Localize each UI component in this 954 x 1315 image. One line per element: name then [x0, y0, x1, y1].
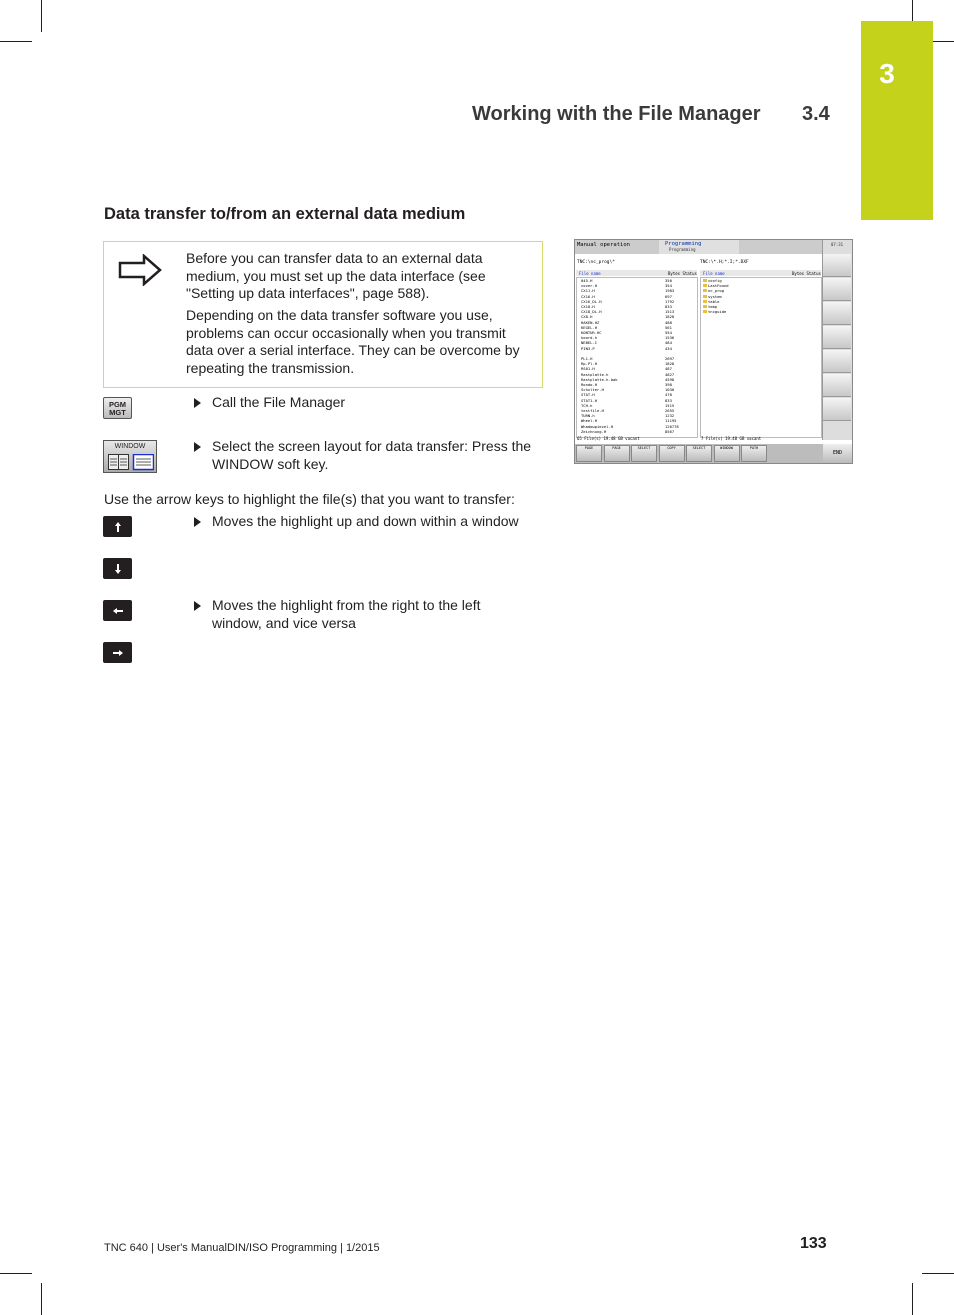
file-name: TURN.h [581, 413, 595, 419]
file-name: 045.H [581, 278, 593, 283]
file-bytes: 2697 [665, 356, 675, 361]
bullet-arrow-icon [194, 398, 201, 408]
file-bytes: 1515 [665, 402, 675, 408]
softkey-select[interactable]: SELECT [686, 445, 712, 462]
folder-name: config [708, 278, 722, 283]
file-name: Rastplatte.h [581, 371, 609, 377]
folder-icon [703, 289, 707, 292]
file-name: CX18_DL.H [581, 309, 602, 315]
file-name: Rastplatte.h.bak [581, 376, 618, 382]
file-bytes: 398 [665, 382, 672, 387]
crop-mark [41, 0, 42, 32]
file-bytes: 1828 [665, 361, 675, 367]
folder-name: temp [708, 304, 718, 309]
file-bytes: 434 [665, 345, 672, 351]
side-softkey[interactable] [823, 302, 851, 325]
crop-mark [0, 1273, 32, 1274]
file-name: STAT.H [581, 392, 595, 398]
chapter-tab [861, 21, 933, 220]
col-file-name: File name [703, 271, 725, 276]
file-bytes: 1983 [665, 288, 675, 294]
file-name: CX18.H [581, 304, 595, 309]
section-title: Data transfer to/from an external data medium [104, 205, 466, 223]
window-softkey[interactable] [103, 440, 157, 473]
file-manager-screenshot [574, 239, 853, 464]
file-bytes: 554 [665, 330, 672, 335]
file-bytes: 152 [665, 350, 672, 356]
mode-manual-operation: Manual operation [577, 242, 630, 248]
side-softkey[interactable] [823, 398, 851, 421]
step-text: Call the File Manager [212, 394, 346, 410]
file-bytes: 697 [665, 293, 672, 299]
clock: 07:31 [831, 242, 844, 247]
file-name: PIN3.P [581, 345, 595, 351]
file-bytes: 833 [665, 304, 672, 309]
side-softkey[interactable] [823, 326, 851, 349]
arrow-right-key[interactable] [103, 642, 132, 663]
bullet-arrow-icon [194, 442, 201, 452]
step-text: Moves the highlight up and down within a window [212, 513, 519, 529]
folder-icon [703, 300, 707, 303]
footer-text: TNC 640 | User's ManualDIN/ISO Programming | 1/2015 [104, 1242, 380, 1254]
side-softkey[interactable] [823, 278, 851, 301]
file-name: CX16_DL.H [581, 298, 602, 304]
folder-name: system [708, 293, 722, 299]
arrow-left-icon [112, 607, 124, 615]
pgm-mgt-key[interactable] [103, 397, 132, 419]
file-name: cover.H [581, 283, 598, 289]
arrow-right-icon [112, 649, 124, 657]
file-name: RS01.H [581, 366, 595, 372]
left-status: 65 File(s) 19.48 GB vacant [577, 436, 640, 441]
file-name: Rondo.H [581, 382, 598, 387]
arrow-keys-intro: Use the arrow keys to highlight the file(s) that you want to transfer: [104, 491, 515, 507]
file-bytes: 1513 [665, 309, 675, 315]
bullet-arrow-icon [194, 517, 201, 527]
running-header-title: Working with the File Manager [472, 103, 761, 125]
file-name: TCH.h [581, 402, 593, 408]
col-file-name: File name [579, 271, 601, 276]
file-name: Zeichnung.H [581, 428, 607, 434]
mode-programming [659, 240, 739, 254]
file-name: testfile.H [581, 408, 604, 413]
file-name: PL1.H [581, 350, 593, 356]
softkey-path[interactable]: PATH [741, 445, 767, 462]
folder-icon [703, 279, 707, 282]
arrow-down-icon [114, 563, 122, 575]
file-name: PL1.H [581, 356, 593, 361]
running-header-section: 3.4 [802, 103, 830, 125]
crop-mark [41, 1283, 42, 1315]
file-bytes: 1828 [665, 314, 675, 320]
note-paragraph-1: Before you can transfer data to an external data medium, you must set up the data interface (see "Setting up data interfaces", page 588). [186, 250, 486, 301]
file-bytes: 561 [665, 324, 672, 330]
folder-icon [703, 310, 707, 313]
right-path: TNC:\*.H;*.I;*.DXF [700, 260, 749, 265]
crop-mark [922, 1273, 954, 1274]
folder-icon [703, 284, 707, 287]
file-name: Rp-Pl.H [581, 361, 598, 367]
crop-mark [0, 41, 32, 42]
left-path: TNC:\nc_prog\* [577, 260, 615, 265]
file-bytes: 1792 [665, 298, 675, 304]
softkey-select[interactable]: SELECT [631, 445, 657, 462]
side-softkey[interactable] [823, 254, 851, 277]
col-bytes-status: Bytes Status [668, 271, 697, 276]
crop-mark [912, 1283, 913, 1315]
file-bytes: 4598 [665, 376, 675, 382]
softkey-page[interactable]: PAGE [604, 445, 630, 462]
note-arrow-icon [118, 254, 162, 286]
step-text: Select the screen layout for data transfer: Press the WINDOW soft key. [212, 438, 532, 472]
file-name: HAKEN.HZ [581, 319, 600, 325]
page-number: 133 [800, 1235, 827, 1252]
folder-row[interactable] [703, 309, 726, 314]
mode-programming-label: Programming [665, 241, 702, 247]
file-name: Whadowpiezel.H [581, 423, 614, 429]
end-softkey[interactable]: END [823, 444, 852, 463]
file-bytes: 8567 [665, 428, 675, 434]
file-bytes: 4827 [665, 371, 675, 377]
pgm-mgt-key-label: PGM MGT [108, 400, 127, 417]
chapter-number: 3 [879, 58, 895, 89]
right-file-pane[interactable] [700, 277, 822, 438]
file-bytes: 833 [665, 397, 672, 403]
file-bytes: 354 [665, 283, 672, 289]
left-file-pane[interactable] [576, 277, 698, 438]
note-paragraph-2: Depending on the data transfer software you use, problems can occur occasionally when you transmit data over a serial interface. They can be overcome by repeating the transmission. [186, 307, 520, 376]
file-name: koord.h [581, 335, 598, 341]
bullet-arrow-icon [194, 601, 201, 611]
folder-icon [703, 305, 707, 308]
arrow-left-key[interactable] [103, 600, 132, 621]
file-bytes: 120778 [665, 423, 679, 429]
file-name: CX16.H [581, 293, 595, 299]
file-bytes: 488 [665, 319, 672, 325]
file-bytes: 478 [665, 392, 672, 398]
col-bytes-status: Bytes Status [792, 271, 821, 276]
folder-name: nc_prog [708, 288, 725, 294]
arrow-down-key[interactable] [103, 558, 132, 579]
file-name: KEGEL.H [581, 324, 598, 330]
file-bytes: 1232 [665, 413, 675, 419]
file-bytes: 484 [665, 340, 672, 346]
file-bytes: 487 [665, 366, 672, 372]
file-name: CX8.H [581, 314, 593, 320]
file-bytes: 2655 [665, 408, 675, 413]
window-softkey-label: WINDOW [114, 443, 146, 450]
arrow-up-icon [114, 521, 122, 533]
folder-icon [703, 295, 707, 298]
left-column-header [576, 270, 697, 276]
split-window-icon [108, 454, 154, 471]
softkey-copy[interactable]: COPY [659, 445, 685, 462]
mode-programming-sublabel: Programming [669, 247, 696, 252]
file-name: CX11.H [581, 288, 595, 294]
softkey-page[interactable]: PAGE [576, 445, 602, 462]
file-name: KONTUR.HC [581, 330, 602, 335]
file-name: NEBEL.I [581, 340, 598, 346]
folder-name: LastFound [708, 283, 729, 289]
file-name: STAT1.H [581, 397, 598, 403]
file-name: Wheel.H [581, 418, 598, 424]
folder-name: tncguide [708, 309, 727, 315]
arrow-up-key[interactable] [103, 516, 132, 537]
side-softkey[interactable] [823, 374, 851, 397]
softkey-window[interactable]: WINDOW [714, 445, 740, 462]
side-softkey[interactable] [823, 350, 851, 373]
right-status: 7 File(s) 19.48 GB vacant [701, 436, 762, 441]
step-text: Moves the highlight from the right to the left window, and vice versa [212, 597, 481, 631]
right-column-header [700, 270, 821, 276]
folder-name: table [708, 298, 720, 304]
file-bytes: 11195 [665, 418, 677, 424]
file-bytes: 1536 [665, 335, 675, 341]
file-bytes: 350 [665, 278, 672, 283]
file-bytes: 1030 [665, 387, 675, 393]
file-name: Schulter.H [581, 387, 604, 393]
